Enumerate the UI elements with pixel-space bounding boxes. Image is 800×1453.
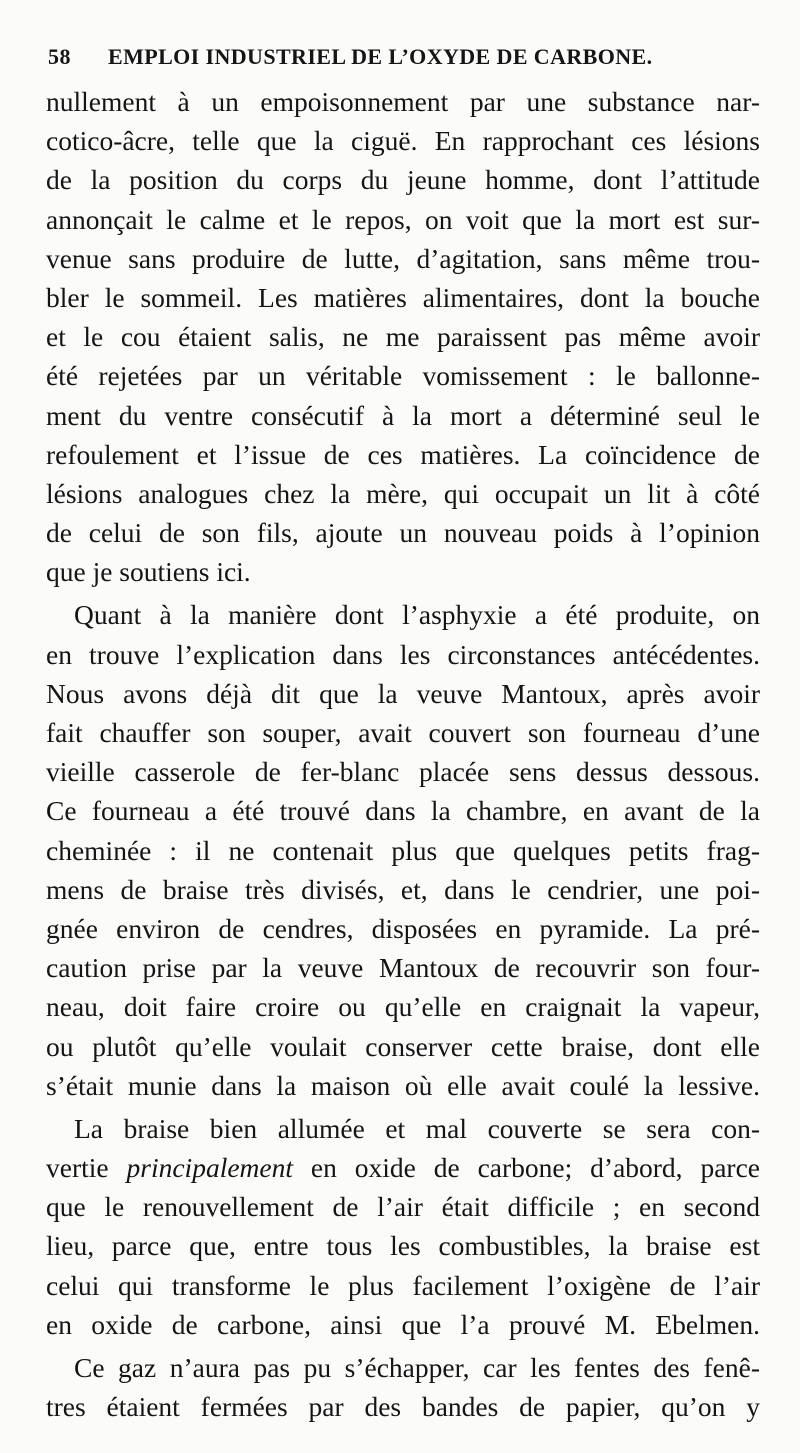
text-line: vieille casserole de fer-blanc placée sens dessus dessous.	[46, 756, 760, 788]
text-line: celui qui transforme le plus facilement l’oxigène de l’air	[46, 1269, 760, 1301]
running-title: EMPLOI INDUSTRIEL DE L’OXYDE DE CARBONE.	[108, 44, 653, 69]
text-line: de celui de son fils, ajoute un nouveau poids à l’opinion	[46, 517, 760, 549]
text-line: La braise bien allumée et mal couverte se sera con-	[74, 1112, 760, 1144]
text-line: s’était munie dans la maison où elle avait coulé la lessive.	[46, 1069, 760, 1101]
text-line: que je soutiens ici.	[46, 556, 251, 588]
text-line: fait chauffer son souper, avait couvert son fourneau d’une	[46, 717, 760, 748]
text-line: tres étaient fermées par des bandes de papier, qu’on y	[46, 1391, 760, 1423]
text-line: lieu, parce que, entre tous les combustibles, la braise est	[46, 1230, 760, 1262]
text-line: Nous avons déjà dit que la veuve Mantoux, après avoir	[46, 677, 760, 709]
text-line: en trouve l’explication dans les circonstances antécédentes.	[46, 638, 760, 670]
text-line: Ce gaz n’aura pas pu s’échapper, car les fentes des fenê-	[74, 1352, 760, 1383]
paragraph-asphyxie	[46, 595, 760, 1104]
text-line: venue sans produire de lutte, d’agitation, sans même trou-	[46, 242, 760, 274]
text-line: annonçait le calme et le repos, on voit que la mort est sur-	[46, 203, 760, 235]
text-run: en oxide de carbone; d’abord, parce	[293, 1152, 760, 1184]
body-text	[46, 82, 760, 1426]
text-line: ou plutôt qu’elle voulait conserver cette braise, dont elle	[46, 1030, 760, 1062]
page-number: 58	[48, 44, 71, 69]
text-line: cheminée : il ne contenait plus que quelques petits frag-	[46, 834, 760, 866]
text-line: bler le sommeil. Les matières alimentaires, dont la bouche	[46, 281, 760, 313]
text-line: de la position du corps du jeune homme, dont l’attitude	[46, 164, 760, 196]
paragraph-braise	[46, 1109, 760, 1344]
text-line: ment du ventre consécutif à la mort a déterminé seul le	[46, 399, 760, 431]
text-line: gnée environ de cendres, disposées en pyramide. La pré-	[46, 912, 760, 944]
text-line: Quant à la manière dont l’asphyxie a été produite, on	[74, 599, 760, 631]
text-line: refoulement et l’issue de ces matières. La coïncidence de	[46, 438, 760, 470]
text-line: lésions analogues chez la mère, qui occupait un lit à côté	[46, 477, 760, 509]
text-line: que le renouvellement de l’air était difficile ; en second	[46, 1191, 760, 1223]
paragraph-continuation	[46, 82, 760, 591]
italic-emphasis: principalement	[126, 1152, 293, 1184]
text-run: vertie	[46, 1152, 127, 1184]
text-line: cotico-âcre, telle que la ciguë. En rapprochant ces lésions	[46, 125, 760, 157]
text-line-with-italic	[46, 1148, 760, 1187]
text-line: été rejetées par un véritable vomissement : le ballonne-	[46, 360, 760, 392]
text-line: caution prise par la veuve Mantoux de recouvrir son four-	[46, 952, 760, 984]
text-line: nullement à un empoisonnement par une substance nar-	[46, 86, 760, 117]
text-line: neau, doit faire croire ou qu’elle en craignait la vapeur,	[46, 991, 760, 1023]
text-line: Ce fourneau a été trouvé dans la chambre, en avant de la	[46, 795, 760, 827]
text-line: en oxide de carbone, ainsi que l’a prouvé M. Ebelmen.	[46, 1308, 760, 1340]
paragraph-gaz	[46, 1348, 760, 1426]
text-line: et le cou étaient salis, ne me paraissent pas même avoir	[46, 321, 760, 353]
text-line: mens de braise très divisés, et, dans le cendrier, une poi-	[46, 873, 760, 905]
